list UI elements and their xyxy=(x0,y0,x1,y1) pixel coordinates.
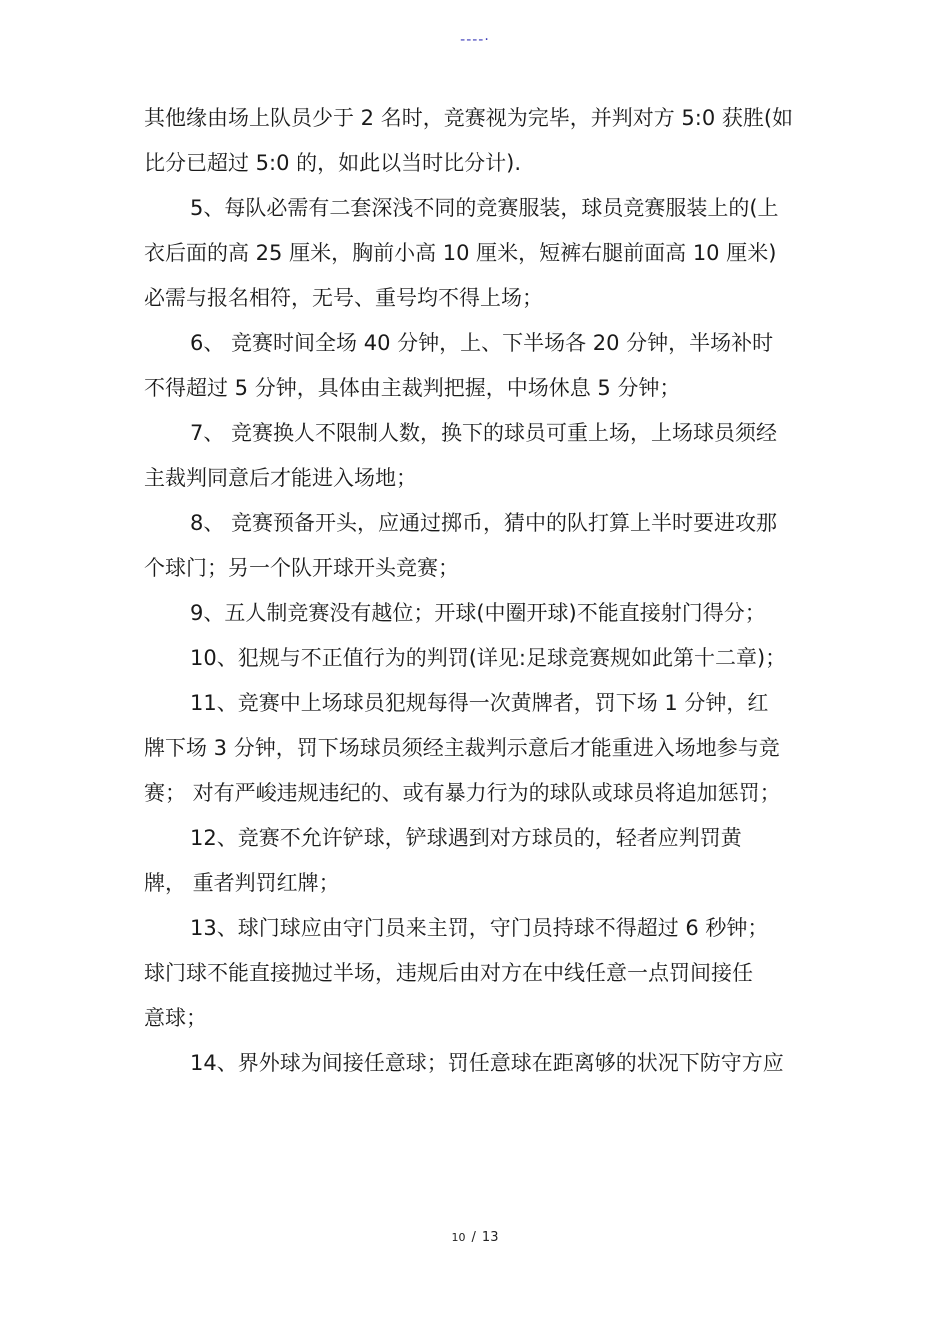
paragraph xyxy=(144,96,824,186)
paragraph xyxy=(144,501,824,591)
text-line: 5、每队必需有二套深浅不同的竞赛服装，球员竞赛服装上的(上 xyxy=(190,196,779,220)
paragraph xyxy=(144,681,824,816)
text-line: 比分已超过 5:0 的，如此以当时比分计). xyxy=(144,151,522,175)
text-line: 10、犯规与不正值行为的判罚(详见:足球竞赛规如此第十二章)； xyxy=(190,646,787,670)
text-line: 个球门；另一个队开球开头竞赛； xyxy=(144,556,459,580)
paragraph xyxy=(144,1041,824,1086)
text-line: 9、五人制竞赛没有越位；开球(中圈开球)不能直接射门得分； xyxy=(190,601,766,625)
text-line: 7、 竞赛换人不限制人数，换下的球员可重上场，上场球员须经 xyxy=(190,421,778,445)
text-line: 牌下场 3 分钟，罚下场球员须经主裁判示意后才能重进入场地参与竞 xyxy=(144,736,780,760)
paragraph xyxy=(144,411,824,501)
paragraph xyxy=(144,591,824,636)
text-line: 必需与报名相符，无号、重号均不得上场； xyxy=(144,286,543,310)
document-body xyxy=(144,96,824,1086)
page-separator: / xyxy=(471,1230,476,1245)
text-line: 球门球不能直接抛过半场，违规后由对方在中线任意一点罚间接任 xyxy=(144,961,753,985)
total-pages: 13 xyxy=(481,1230,499,1245)
text-line: 6、 竞赛时间全场 40 分钟，上、下半场各 20 分钟，半场补时 xyxy=(190,331,774,355)
header-mark: ----· xyxy=(460,32,490,48)
text-line: 11、竞赛中上场球员犯规每得一次黄牌者，罚下场 1 分钟，红 xyxy=(190,691,769,715)
text-line: 12、竞赛不允许铲球，铲球遇到对方球员的，轻者应判罚黄 xyxy=(190,826,742,850)
text-line: 8、 竞赛预备开头，应通过掷币，猜中的队打算上半时要进攻那 xyxy=(190,511,778,535)
text-line: 意球； xyxy=(144,1006,207,1030)
paragraph xyxy=(144,906,824,1041)
paragraph xyxy=(144,816,824,906)
current-page: 10 xyxy=(451,1231,466,1244)
text-line: 主裁判同意后才能进入场地； xyxy=(144,466,417,490)
paragraph xyxy=(144,321,824,411)
paragraph xyxy=(144,636,824,681)
text-line: 牌， 重者判罚红牌； xyxy=(144,871,340,895)
page-number xyxy=(0,1228,950,1248)
text-line: 14、界外球为间接任意球；罚任意球在距离够的状况下防守方应 xyxy=(190,1051,784,1075)
text-line: 赛； 对有严峻违规违纪的、或有暴力行为的球队或球员将追加惩罚； xyxy=(144,781,781,805)
text-line: 其他缘由场上队员少于 2 名时，竞赛视为完毕，并判对方 5:0 获胜(如 xyxy=(144,106,794,130)
text-line: 不得超过 5 分钟，具体由主裁判把握，中场休息 5 分钟； xyxy=(144,376,681,400)
text-line: 衣后面的高 25 厘米，胸前小高 10 厘米，短裤右腿前面高 10 厘米) xyxy=(144,241,777,265)
paragraph xyxy=(144,186,824,321)
text-line: 13、球门球应由守门员来主罚，守门员持球不得超过 6 秒钟； xyxy=(190,916,769,940)
